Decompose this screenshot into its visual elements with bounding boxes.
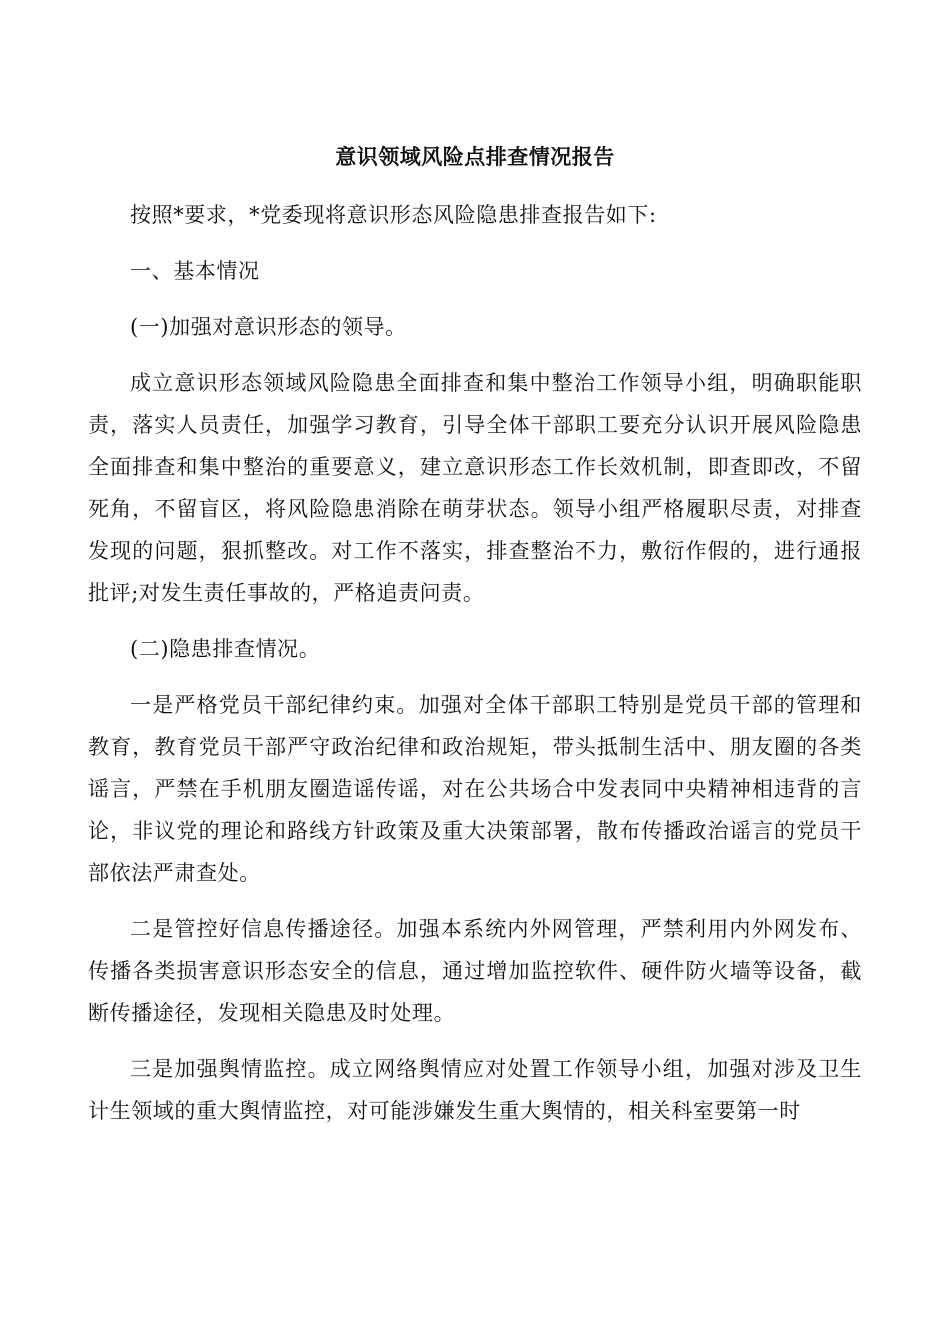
subsection-heading-leadership: (一)加强对意识形态的领导。: [130, 315, 407, 339]
paragraph-leadership: 成立意识形态领域风险隐患全面排查和集中整治工作领导小组，明确职能职责，落实人员责任，加强学习教育，引导全体干部职工要充分认识开展风险隐患全面排查和集中整治的重要意义，建立意识形态工作长效机制，即查即改，不留死角，不留盲区，将风险隐患消除在萌芽状态。领导小组严格履职尽责，对排查发现的问题，狠抓整改。对工作不落实，排查整治不力，敷衍作假的，进行通报批评;对发生责任事故的，严格追责问责。: [88, 371, 862, 605]
paragraph-discipline: 一是严格党员干部纪律约束。加强对全体干部职工特别是党员干部的管理和教育，教育党员干部严守政治纪律和政治规矩，带头抵制生活中、朋友圈的各类谣言，严禁在手机朋友圈造谣传谣，对在公共场合中发表同中央精神相违背的言论，非议党的理论和路线方针政策及重大决策部署，散布传播政治谣言的党员干部依法严肃查处。: [88, 693, 862, 885]
document-body: [88, 194, 862, 1146]
paragraph-intro: 按照*要求，*党委现将意识形态风险隐患排查报告如下:: [130, 203, 657, 227]
paragraph-information-channels: 二是管控好信息传播途径。加强本系统内外网管理，严禁利用内外网发布、传播各类损害意识形态安全的信息，通过增加监控软件、硬件防火墙等设备，截断传播途径，发现相关隐患及时处理。: [88, 917, 862, 1025]
section-heading-basic-situation: 一、基本情况: [130, 259, 260, 283]
paragraph-public-opinion: 三是加强舆情监控。成立网络舆情应对处置工作领导小组，加强对涉及卫生计生领域的重大舆情监控，对可能涉嫌发生重大舆情的，相关科室要第一时: [88, 1057, 862, 1123]
subsection-heading-investigation: (二)隐患排查情况。: [130, 637, 321, 661]
document-title: 意识领域风险点排查情况报告: [335, 144, 615, 169]
